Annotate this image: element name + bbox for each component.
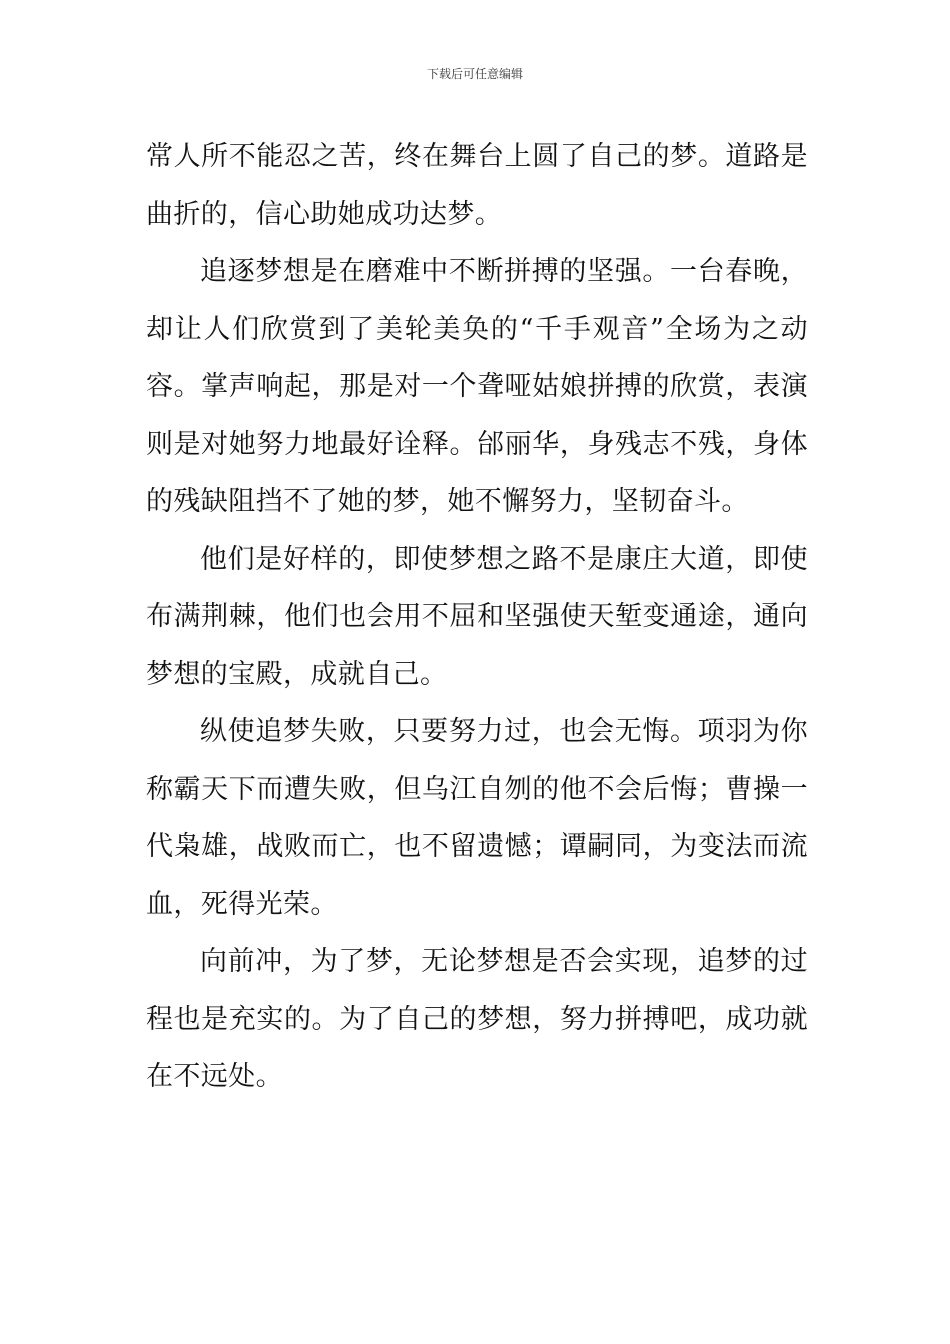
- paragraph: 向前冲，为了梦，无论梦想是否会实现，追梦的过程也是充实的。为了自己的梦想，努力拼搏吧，成功就在不远处。: [146, 946, 808, 1092]
- essay-body: [146, 128, 808, 1106]
- paragraph: 纵使追梦失败，只要努力过，也会无悔。项羽为你称霸天下而遭失败，但乌江自刎的他不会后悔；曹操一代枭雄，战败而亡，也不留遗憾；谭嗣同，为变法而流血，死得光荣。: [146, 716, 808, 920]
- page-header-note: 下载后可任意编辑: [426, 67, 523, 81]
- paragraph: 他们是好样的，即使梦想之路不是康庄大道，即使布满荆棘，他们也会用不屈和坚强使天堑变通途，通向梦想的宝殿，成就自己。: [146, 543, 808, 690]
- paragraph: 追逐梦想是在磨难中不断拼搏的坚强。一台春晚，却让人们欣赏到了美轮美奂的“千手观音”全场为之动容。掌声响起，那是对一个聋哑姑娘拼搏的欣赏，表演则是对她努力地最好诠释。邰丽华，身残志不残，身体的残缺阻挡不了她的梦，她不懈努力，坚韧奋斗。: [146, 256, 808, 517]
- paragraph-continuation: 常人所不能忍之苦，终在舞台上圆了自己的梦。道路是曲折的，信心助她成功达梦。: [146, 141, 808, 230]
